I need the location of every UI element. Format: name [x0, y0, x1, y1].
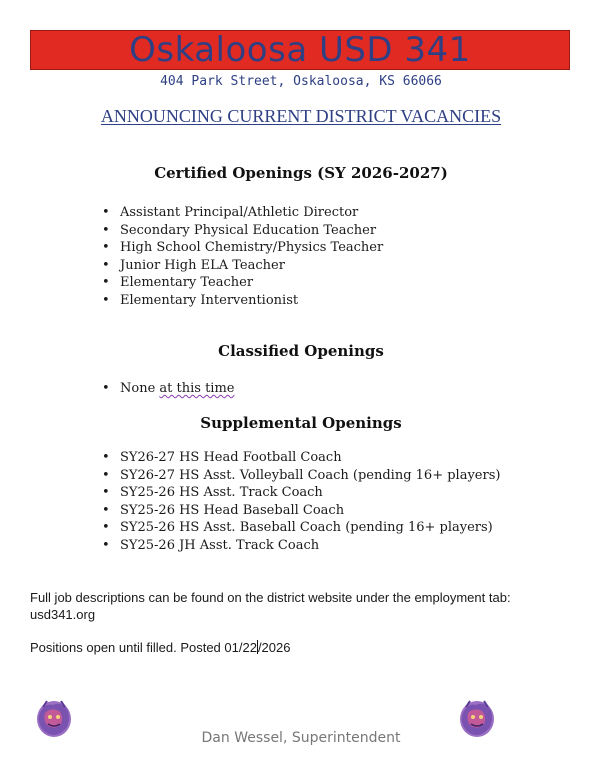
list-item: • Junior High ELA Teacher — [102, 257, 383, 275]
list-item: • SY25-26 HS Asst. Track Coach — [102, 484, 500, 502]
spellcheck-underline: at this time — [159, 381, 235, 396]
list-item: • SY25-26 HS Head Baseball Coach — [102, 502, 500, 520]
list-item: • Secondary Physical Education Teacher — [102, 222, 383, 240]
district-title: Oskaloosa USD 341 — [129, 30, 471, 70]
certified-heading: Certified Openings (SY 2026-2027) — [154, 164, 448, 182]
classified-list — [102, 380, 234, 398]
descriptions-note: Full job descriptions can be found on the district website under the employment tab: usd341.org — [30, 590, 511, 622]
announcement-heading: ANNOUNCING CURRENT DISTRICT VACANCIES — [100, 106, 502, 126]
list-item: • High School Chemistry/Physics Teacher — [102, 239, 383, 257]
list-item: • Assistant Principal/Athletic Director — [102, 204, 383, 222]
list-item: • SY25-26 HS Asst. Baseball Coach (pending 16+ players) — [102, 519, 500, 537]
certified-list — [102, 204, 383, 309]
list-item: • SY25-26 JH Asst. Track Coach — [102, 537, 500, 555]
district-address: 404 Park Street, Oskaloosa, KS 66066 — [160, 74, 442, 89]
signature: Dan Wessel, Superintendent — [201, 730, 401, 746]
classified-heading: Classified Openings — [218, 342, 384, 360]
supplemental-list — [102, 449, 500, 554]
list-item: • Elementary Interventionist — [102, 292, 383, 310]
list-item: • Elementary Teacher — [102, 274, 383, 292]
posted-note: Positions open until filled. Posted 01/22/2026 — [30, 640, 291, 655]
website-text: usd341.org — [30, 607, 96, 622]
list-item: • SY26-27 HS Head Football Coach — [102, 449, 500, 467]
header-banner — [30, 30, 570, 70]
list-item: • None at this time — [102, 380, 234, 398]
supplemental-heading: Supplemental Openings — [200, 414, 402, 432]
list-item: • SY26-27 HS Asst. Volleyball Coach (pending 16+ players) — [102, 467, 500, 485]
